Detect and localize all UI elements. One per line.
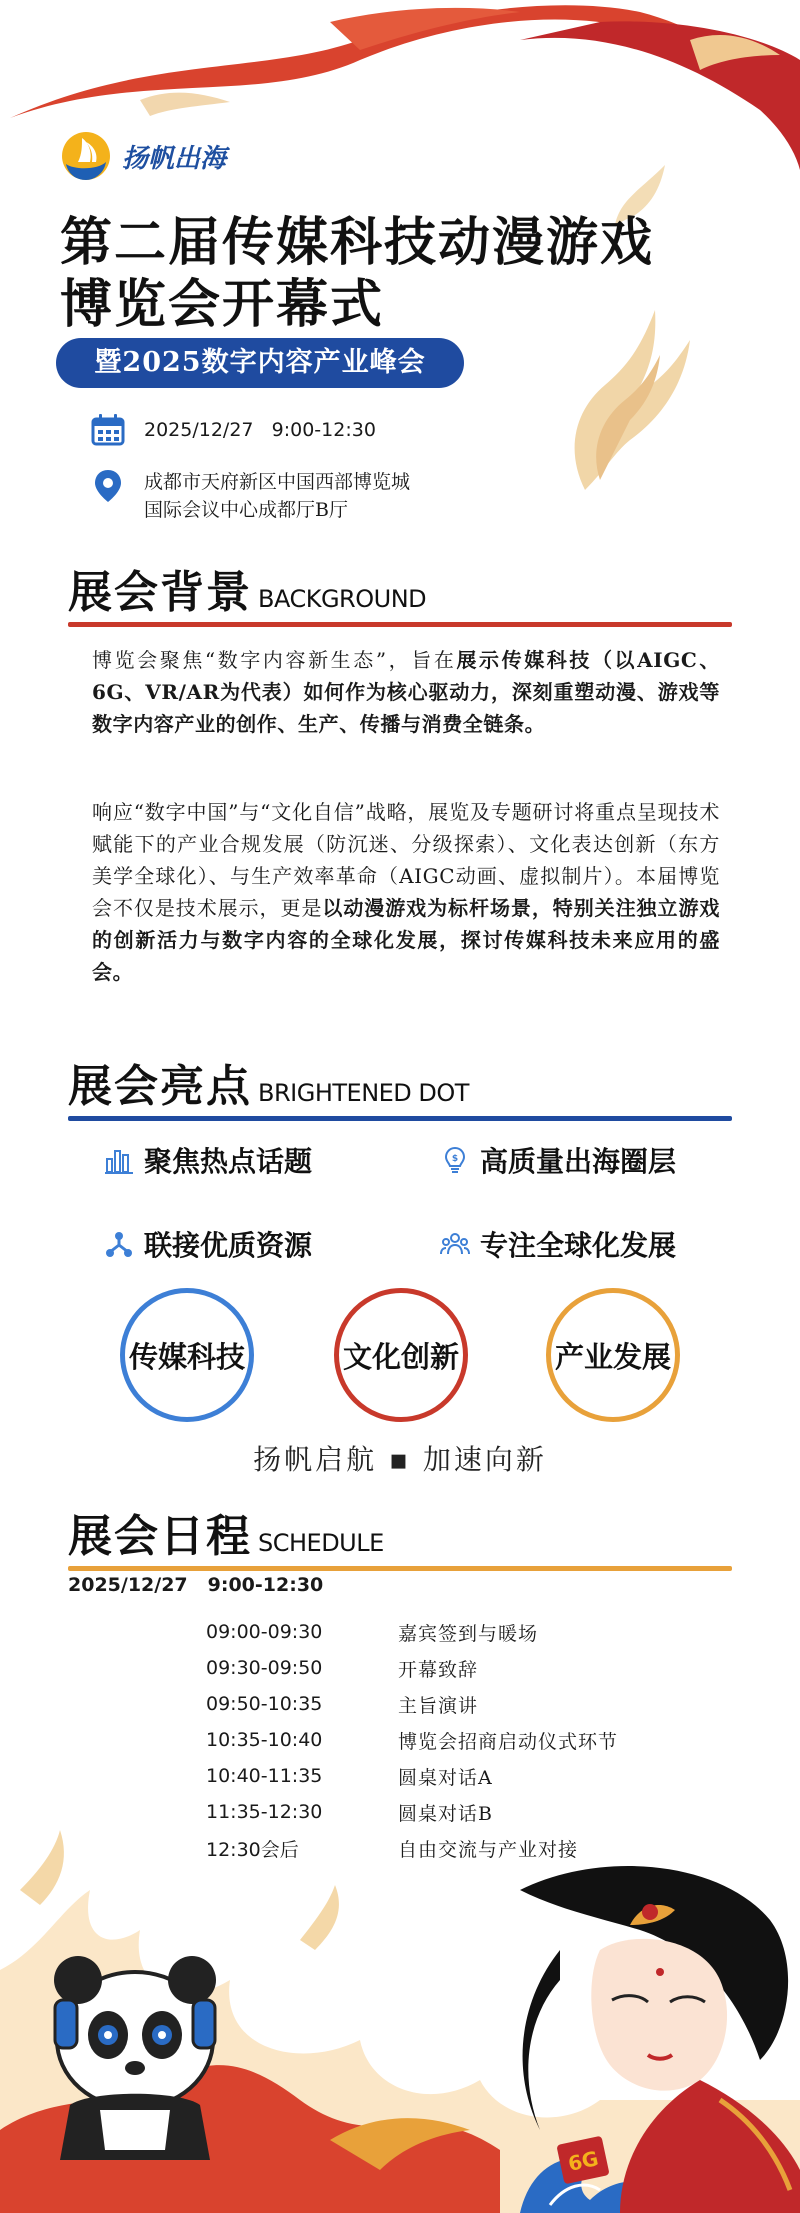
sail-logo-icon bbox=[60, 130, 112, 182]
event-title bbox=[60, 212, 654, 336]
schedule-row-item: 博览会招商启动仪式环节 bbox=[398, 1730, 619, 1753]
slogan-text: 扬帆启航 ▪ 加速向新 bbox=[253, 1443, 547, 1476]
event-datetime bbox=[90, 412, 376, 448]
schedule-date-row bbox=[68, 1574, 323, 1596]
schedule-title-en: SCHEDULE bbox=[258, 1529, 384, 1557]
schedule-row bbox=[206, 1686, 618, 1722]
calendar-icon bbox=[90, 412, 126, 448]
highlight-label-1: 聚焦热点话题 bbox=[144, 1145, 313, 1178]
background-section-header bbox=[68, 556, 732, 627]
background-underline bbox=[68, 622, 732, 627]
schedule-underline bbox=[68, 1566, 732, 1571]
background-paragraph-1 bbox=[92, 644, 720, 740]
schedule-date: 2025/12/27 bbox=[68, 1574, 188, 1596]
schedule-title-cn: 展会日程 bbox=[68, 1511, 252, 1562]
location-text bbox=[144, 468, 410, 524]
datetime-text: 2025/12/27 9:00-12:30 bbox=[144, 419, 376, 441]
background-title-en: BACKGROUND bbox=[258, 585, 427, 613]
schedule-section-header bbox=[68, 1500, 732, 1571]
highlight-item-globalization bbox=[440, 1224, 676, 1264]
background-p2-bold: 以动漫游戏为标杆场景，特别关注独立游戏的创新活力与数字内容的全球化发展，探讨传媒科技未来应用的盛会。 bbox=[92, 896, 720, 984]
team-people-icon bbox=[440, 1229, 470, 1259]
schedule-row-time: 11:35-12:30 bbox=[206, 1801, 323, 1823]
network-nodes-icon bbox=[104, 1229, 134, 1259]
circle-cultural-innovation: 文化创新 bbox=[334, 1288, 468, 1422]
panda-mascot bbox=[54, 1956, 216, 2160]
schedule-time-range: 9:00-12:30 bbox=[207, 1574, 324, 1596]
schedule-row bbox=[206, 1758, 618, 1794]
lightbulb-icon bbox=[440, 1145, 470, 1175]
schedule-row-time: 09:50-10:35 bbox=[206, 1693, 323, 1715]
title-line-2: 博览会开幕式 bbox=[60, 274, 385, 335]
schedule-row-item: 自由交流与产业对接 bbox=[398, 1838, 579, 1861]
title-line-1: 第二届传媒科技动漫游戏 bbox=[60, 212, 655, 273]
highlights-title-en: BRIGHTENED DOT bbox=[258, 1079, 469, 1107]
schedule-row bbox=[206, 1722, 618, 1758]
schedule-row-time: 09:30-09:50 bbox=[206, 1657, 323, 1679]
schedule-row bbox=[206, 1614, 618, 1650]
schedule-row-time: 12:30会后 bbox=[206, 1838, 299, 1861]
schedule-row-item: 主旨演讲 bbox=[398, 1694, 479, 1717]
schedule-row-time: 09:00-09:30 bbox=[206, 1621, 323, 1643]
highlight-item-quality-circle bbox=[440, 1140, 676, 1180]
svg-text:$: $ bbox=[451, 1154, 459, 1164]
schedule-row-time: 10:40-11:35 bbox=[206, 1765, 323, 1787]
schedule-row-item: 开幕致辞 bbox=[398, 1658, 479, 1681]
background-p1-plain: 博览会聚焦“数字内容新生态”，旨在 bbox=[92, 648, 457, 672]
brand-logo bbox=[60, 130, 226, 182]
schedule-row bbox=[206, 1650, 618, 1686]
background-p2-plain: 响应“数字中国”与“文化自信”战略，展览及专题研讨将重点呈现技术赋能下的产业合规发展（防沉迷、分级探索）、文化表达创新（东方美学全球化）、与生产效率革命（AIGC动画、虚拟制片）。本届博览会不仅是技术展示，更是 bbox=[92, 800, 720, 920]
schedule-list bbox=[206, 1614, 618, 1866]
circle-media-tech: 传媒科技 bbox=[120, 1288, 254, 1422]
schedule-row-time: 10:35-10:40 bbox=[206, 1729, 323, 1751]
location-line-1: 成都市天府新区中国西部博览城 bbox=[144, 471, 411, 493]
schedule-row bbox=[206, 1794, 618, 1830]
schedule-row-item: 嘉宾签到与暖场 bbox=[398, 1622, 539, 1645]
highlights-underline bbox=[68, 1116, 732, 1121]
event-location bbox=[90, 468, 410, 524]
highlight-item-connect-resources bbox=[104, 1224, 312, 1264]
highlights-section-header bbox=[68, 1050, 732, 1121]
location-pin-icon bbox=[90, 468, 126, 504]
svg-text:6G: 6G bbox=[565, 2146, 601, 2176]
background-paragraph-2 bbox=[92, 796, 720, 988]
logo-text: 扬帆出海 bbox=[122, 143, 227, 174]
background-title-cn: 展会背景 bbox=[68, 567, 252, 618]
highlight-item-hot-topics bbox=[104, 1140, 312, 1180]
highlight-label-4: 专注全球化发展 bbox=[480, 1229, 677, 1262]
subtitle-banner: 暨2025数字内容产业峰会 bbox=[56, 338, 464, 388]
bottom-illustration bbox=[0, 1830, 800, 2213]
highlight-label-2: 高质量出海圈层 bbox=[480, 1145, 677, 1178]
background-p1-bold: 展示传媒科技（以AIGC、6G、VR/AR为代表）如何作为核心驱动力，深刻重塑动漫、游戏等数字内容产业的创作、生产、传播与消费全链条。 bbox=[92, 648, 720, 736]
location-line-2: 国际会议中心成都厅B厅 bbox=[144, 499, 348, 521]
highlight-label-3: 联接优质资源 bbox=[144, 1229, 313, 1262]
bar-chart-icon bbox=[104, 1145, 134, 1175]
highlights-title-cn: 展会亮点 bbox=[68, 1061, 252, 1112]
schedule-row-item: 圆桌对话A bbox=[398, 1766, 493, 1789]
schedule-row-item: 圆桌对话B bbox=[398, 1802, 493, 1825]
circle-industry-development: 产业发展 bbox=[546, 1288, 680, 1422]
